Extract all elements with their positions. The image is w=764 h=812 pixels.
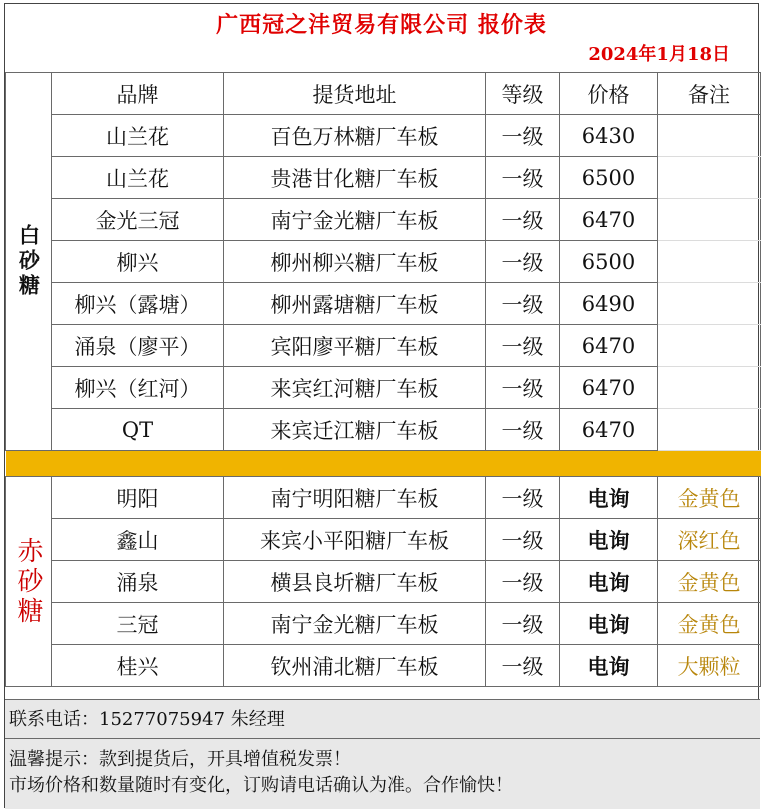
grade-cell: 一级 <box>486 561 560 603</box>
location-cell: 来宾小平阳糖厂车板 <box>224 519 486 561</box>
grade-cell: 一级 <box>486 115 560 157</box>
table-row <box>6 199 761 241</box>
grade-cell: 一级 <box>486 283 560 325</box>
price-cell: 电询 <box>560 519 658 561</box>
remark-cell <box>658 157 761 199</box>
location-cell: 来宾红河糖厂车板 <box>224 367 486 409</box>
table-row <box>6 561 761 603</box>
brand-cell: 明阳 <box>52 477 224 519</box>
table-row <box>6 409 761 451</box>
brand-cell: 桂兴 <box>52 645 224 687</box>
remark-cell: 深红色 <box>658 519 761 561</box>
divider-bar <box>6 451 761 477</box>
grade-cell: 一级 <box>486 241 560 283</box>
brand-cell: 山兰花 <box>52 157 224 199</box>
brand-cell: 柳兴（红河） <box>52 367 224 409</box>
grade-cell: 一级 <box>486 367 560 409</box>
remark-cell: 大颗粒 <box>658 645 761 687</box>
brand-cell: 金光三冠 <box>52 199 224 241</box>
location-cell: 来宾迁江糖厂车板 <box>224 409 486 451</box>
brand-cell: 山兰花 <box>52 115 224 157</box>
grade-cell: 一级 <box>486 409 560 451</box>
table-row <box>6 115 761 157</box>
remark-cell <box>658 409 761 451</box>
remark-cell <box>658 283 761 325</box>
category-white-sugar: 白砂糖 <box>6 73 52 451</box>
location-cell: 南宁金光糖厂车板 <box>224 603 486 645</box>
location-cell: 钦州浦北糖厂车板 <box>224 645 486 687</box>
remark-cell <box>658 115 761 157</box>
location-cell: 柳州柳兴糖厂车板 <box>224 241 486 283</box>
brand-cell: 涌泉 <box>52 561 224 603</box>
table-row <box>6 157 761 199</box>
table-row <box>6 477 761 519</box>
table-row <box>6 283 761 325</box>
table-row <box>6 367 761 409</box>
price-cell: 6500 <box>560 241 658 283</box>
location-cell: 横县良圻糖厂车板 <box>224 561 486 603</box>
price-cell: 电询 <box>560 603 658 645</box>
brand-cell: 鑫山 <box>52 519 224 561</box>
grade-cell: 一级 <box>486 645 560 687</box>
price-cell: 6470 <box>560 325 658 367</box>
grade-cell: 一级 <box>486 157 560 199</box>
location-cell: 南宁金光糖厂车板 <box>224 199 486 241</box>
remark-cell <box>658 325 761 367</box>
tips-block <box>5 738 760 809</box>
section-divider <box>6 451 761 477</box>
tip-line-1: 温馨提示：款到提货后，开具增值税发票！ <box>9 749 351 770</box>
grade-cell: 一级 <box>486 477 560 519</box>
price-sheet <box>4 3 759 808</box>
price-cell: 6470 <box>560 199 658 241</box>
remark-cell <box>658 241 761 283</box>
contact-text: 联系电话：15277075947 朱经理 <box>9 709 285 730</box>
remark-cell: 金黄色 <box>658 477 761 519</box>
location-cell: 贵港甘化糖厂车板 <box>224 157 486 199</box>
brand-cell: 柳兴（露塘） <box>52 283 224 325</box>
price-cell: 6430 <box>560 115 658 157</box>
remark-cell <box>658 199 761 241</box>
table-row <box>6 241 761 283</box>
price-cell: 电询 <box>560 561 658 603</box>
price-cell: 6500 <box>560 157 658 199</box>
remark-cell <box>658 367 761 409</box>
brand-cell: 柳兴 <box>52 241 224 283</box>
remark-cell: 金黄色 <box>658 561 761 603</box>
brand-cell: 三冠 <box>52 603 224 645</box>
price-table <box>5 72 761 687</box>
grade-cell: 一级 <box>486 199 560 241</box>
grade-cell: 一级 <box>486 603 560 645</box>
category-red-sugar: 赤砂糖 <box>6 477 52 687</box>
location-cell: 柳州露塘糖厂车板 <box>224 283 486 325</box>
location-cell: 宾阳廖平糖厂车板 <box>224 325 486 367</box>
remark-cell: 金黄色 <box>658 603 761 645</box>
contact-line <box>5 699 760 738</box>
column-header-remark: 备注 <box>658 73 761 115</box>
column-header-location: 提货地址 <box>224 73 486 115</box>
table-row <box>6 603 761 645</box>
price-cell: 6470 <box>560 409 658 451</box>
tip-line-2: 市场价格和数量随时有变化，订购请电话确认为准。合作愉快！ <box>9 775 513 796</box>
location-cell: 南宁明阳糖厂车板 <box>224 477 486 519</box>
sheet-date: 2024年1月18日 <box>588 44 730 65</box>
table-row <box>6 325 761 367</box>
brand-cell: 涌泉（廖平） <box>52 325 224 367</box>
location-cell: 百色万林糖厂车板 <box>224 115 486 157</box>
price-cell: 电询 <box>560 645 658 687</box>
grade-cell: 一级 <box>486 325 560 367</box>
header-row <box>6 73 761 115</box>
table-row <box>6 519 761 561</box>
brand-cell: QT <box>52 409 224 451</box>
price-cell: 电询 <box>560 477 658 519</box>
sheet-title: 广西冠之沣贸易有限公司 报价表 <box>216 12 547 38</box>
price-cell: 6470 <box>560 367 658 409</box>
table-row <box>6 645 761 687</box>
grade-cell: 一级 <box>486 519 560 561</box>
column-header-grade: 等级 <box>486 73 560 115</box>
column-header-brand: 品牌 <box>52 73 224 115</box>
column-header-price: 价格 <box>560 73 658 115</box>
price-cell: 6490 <box>560 283 658 325</box>
